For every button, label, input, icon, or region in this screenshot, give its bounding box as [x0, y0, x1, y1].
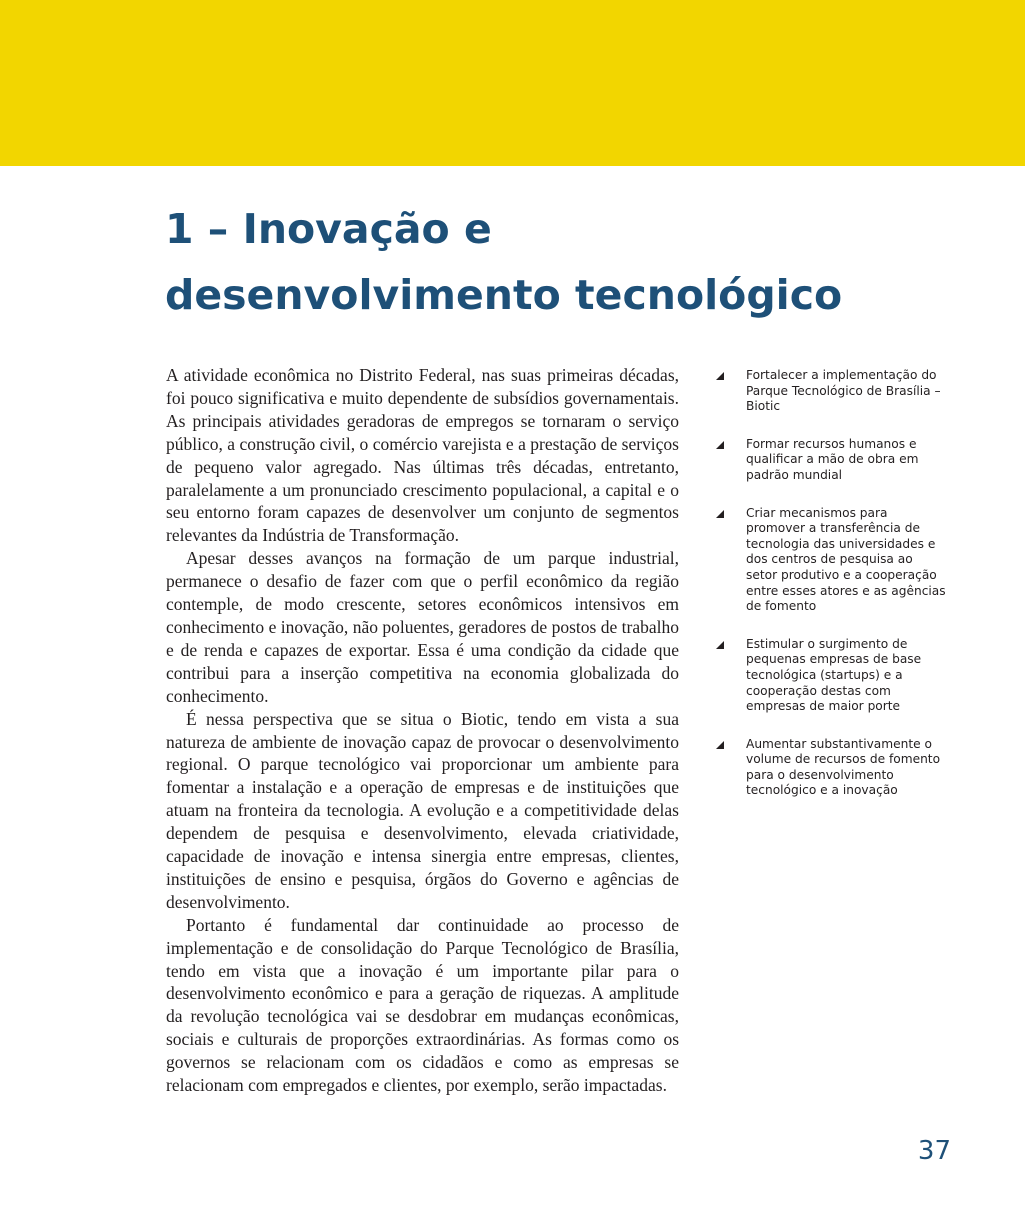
sidebar-goals-list: [716, 368, 946, 821]
body-paragraph: A atividade econômica no Distrito Federal, nas suas primeiras décadas, foi pouco significativa e muito dependente de subsídios governamentais. As principais atividades geradoras de empregos se tornaram o serviço público, a construção civil, o comércio varejista e a prestação de serviços de pequeno valor agregado. Nas últimas três décadas, entretanto, paralelamente a um pronunciado crescimento populacional, a capital e o seu entorno foram capazes de desenvolver um conjunto de segmentos relevantes da Indústria de Transformação.: [166, 365, 679, 546]
triangle-bullet-icon: [716, 641, 724, 649]
list-item: [716, 437, 946, 484]
body-paragraph: Apesar desses avanços na formação de um parque industrial, permanece o desafio de fazer com que o perfil econômico da região contemple, de modo crescente, setores econômicos intensivos em conhecimento e inovação, não poluentes, geradores de postos de trabalho e de renda e capazes de exportar. Essa é uma condição da cidade que contribui para a inserção competitiva na economia globalizada do conhecimento.: [166, 548, 679, 706]
body-paragraph: É nessa perspectiva que se situa o Biotic, tendo em vista a sua natureza de ambiente de inovação capaz de provocar o desenvolvimento regional. O parque tecnológico vai proporcionar um ambiente para fomentar a instalação e a operação de empresas e de instituições que atuam na fronteira da tecnologia. A evolução e a competitividade delas dependem de pesquisa e desenvolvimento, elevada criatividade, capacidade de inovação e intensa sinergia entre empresas, clientes, instituições de ensino e pesquisa, órgãos do Governo e agências de desenvolvimento.: [166, 708, 679, 912]
list-item-text: Aumentar substantivamente o volume de recursos de fomento para o desenvolvimento tecnológico e a inovação: [746, 736, 941, 798]
list-item: [716, 368, 946, 415]
page-title-line-1: 1 – Inovação e: [165, 205, 492, 253]
header-color-band: [0, 0, 1025, 166]
main-text-column: [166, 364, 679, 1097]
page-title-line-2: desenvolvimento tecnológico: [165, 271, 843, 319]
list-item-text: Formar recursos humanos e qualificar a mão de obra em padrão mundial: [746, 436, 919, 482]
list-item: [716, 637, 946, 715]
list-item-text: Fortalecer a implementação do Parque Tecnológico de Brasília – Biotic: [746, 368, 941, 414]
triangle-bullet-icon: [716, 741, 724, 749]
list-item: [716, 737, 946, 799]
list-item-text: Criar mecanismos para promover a transferência de tecnologia das universidades e dos centros de pesquisa ao setor produtivo e a cooperação entre esses atores e as agências de fomento: [746, 505, 946, 614]
page-number: 37: [917, 1136, 951, 1166]
triangle-bullet-icon: [716, 510, 724, 518]
list-item: [716, 506, 946, 615]
list-item-text: Estimular o surgimento de pequenas empresas de base tecnológica (startups) e a cooperação destas com empresas de maior porte: [746, 636, 922, 714]
triangle-bullet-icon: [716, 372, 724, 380]
body-paragraph: Portanto é fundamental dar continuidade ao processo de implementação e de consolidação do Parque Tecnológico de Brasília, tendo em vista que a inovação é um importante pilar para o desenvolvimento econômico e para a geração de riquezas. A amplitude da revolução tecnológica vai se desdobrar em mudanças econômicas, sociais e culturais de proporções extraordinárias. As formas como os governos se relacionam com os cidadãos e como as empresas se relacionam com empregados e clientes, por exemplo, serão impactadas.: [166, 914, 679, 1096]
triangle-bullet-icon: [716, 441, 724, 449]
page-title: [165, 196, 865, 328]
